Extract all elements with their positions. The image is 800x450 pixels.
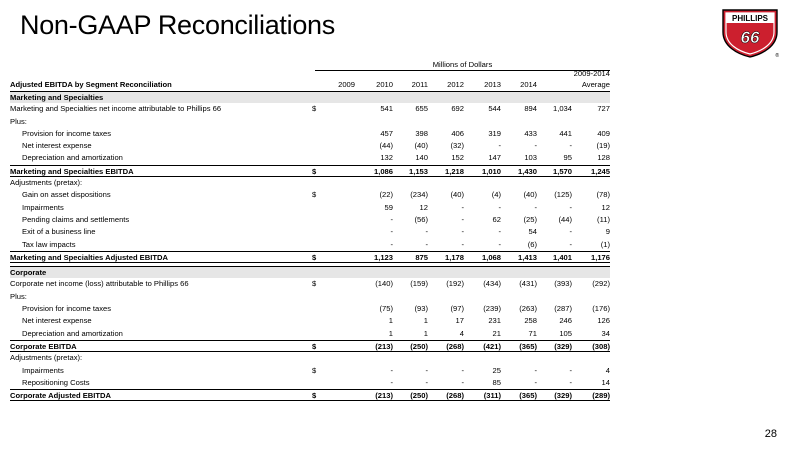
total-row — [10, 251, 610, 263]
value-cell: - — [390, 377, 393, 387]
value-cell: 71 — [528, 328, 537, 338]
dollar-sign: $ — [312, 279, 317, 289]
logo-brand-text: PHILLIPS — [731, 14, 769, 23]
dollar-sign: $ — [312, 391, 317, 401]
total-row — [10, 165, 610, 177]
average-cell: (11) — [597, 214, 610, 224]
value-cell: (22) — [379, 190, 393, 200]
row-label: Provision for income taxes — [22, 304, 112, 314]
value-cell: 54 — [528, 227, 537, 237]
value-cell: - — [498, 239, 501, 249]
value-cell: 105 — [559, 328, 572, 338]
value-cell: 152 — [451, 153, 464, 163]
value-cell: 258 — [524, 316, 537, 326]
value-cell: (44) — [558, 214, 572, 224]
value-cell: 655 — [415, 104, 428, 114]
value-cell: 103 — [524, 153, 537, 163]
value-cell: - — [461, 202, 464, 212]
value-cell: 541 — [380, 104, 393, 114]
row-label: Exit of a business line — [22, 227, 96, 237]
value-cell: (250) — [410, 341, 428, 351]
table-row — [10, 278, 610, 290]
row-label: Corporate EBITDA — [10, 341, 77, 351]
value-cell: - — [390, 214, 393, 224]
slide-title: Non-GAAP Reconciliations — [20, 10, 335, 40]
value-cell: (75) — [379, 304, 393, 314]
average-cell: 1,176 — [590, 252, 610, 262]
value-cell: (329) — [554, 341, 572, 351]
value-cell: 1,430 — [517, 166, 537, 176]
value-cell: (239) — [483, 304, 501, 314]
value-cell: (250) — [410, 391, 428, 401]
value-cell: - — [390, 227, 393, 237]
value-cell: 1 — [423, 316, 428, 326]
row-label: Marketing and Specialties Adjusted EBITDA — [10, 252, 168, 262]
average-cell: (289) — [592, 391, 610, 401]
dollar-sign: $ — [312, 252, 317, 262]
value-cell: (4) — [491, 190, 501, 200]
value-cell: 1,086 — [373, 166, 393, 176]
value-cell: 1,178 — [444, 252, 464, 262]
value-cell: 21 — [492, 328, 501, 338]
table-row — [10, 103, 610, 115]
value-cell: 1,153 — [408, 166, 428, 176]
average-cell: 14 — [601, 377, 610, 387]
value-cell: (213) — [375, 391, 393, 401]
table-row — [10, 116, 610, 128]
row-label: Impairments — [22, 202, 64, 212]
value-cell: 85 — [492, 377, 501, 387]
row-label: Net interest expense — [22, 141, 92, 151]
value-cell: - — [461, 377, 464, 387]
table-row — [10, 315, 610, 327]
value-cell: - — [425, 377, 428, 387]
value-cell: 894 — [524, 104, 537, 114]
table-row — [10, 128, 610, 140]
row-label: Plus: — [10, 116, 27, 126]
value-cell: 544 — [488, 104, 501, 114]
value-cell: 692 — [451, 104, 464, 114]
average-cell: (292) — [592, 279, 610, 289]
average-cell: 12 — [601, 202, 610, 212]
value-cell: 319 — [488, 128, 501, 138]
value-cell: 1,570 — [552, 166, 572, 176]
section-header-row — [10, 91, 610, 103]
average-cell: (78) — [596, 190, 610, 200]
value-cell: (431) — [519, 279, 537, 289]
units-label: Millions of Dollars — [432, 60, 493, 69]
value-cell: 1,413 — [517, 252, 537, 262]
value-cell: 62 — [492, 214, 501, 224]
value-cell: - — [569, 202, 572, 212]
average-cell: 126 — [597, 316, 610, 326]
value-cell: - — [569, 365, 572, 375]
table-row — [10, 239, 610, 251]
year-header: 2014 — [520, 80, 537, 89]
value-cell: (365) — [519, 391, 537, 401]
value-cell: (40) — [414, 141, 428, 151]
year-header: 2010 — [376, 80, 393, 89]
row-label: Adjustments (pretax): — [10, 353, 83, 363]
row-label: Corporate net income (loss) attributable to Phillips 66 — [10, 279, 189, 289]
logo-registered-mark: ® — [775, 53, 779, 58]
table-row — [10, 214, 610, 226]
row-label: Impairments — [22, 365, 64, 375]
value-cell: (125) — [554, 190, 572, 200]
value-cell: - — [498, 227, 501, 237]
value-cell: - — [425, 227, 428, 237]
row-label: Depreciation and amortization — [22, 153, 123, 163]
value-cell: - — [461, 214, 464, 224]
dollar-sign: $ — [312, 190, 317, 200]
row-label: Marketing and Specialties — [10, 93, 104, 102]
value-cell: - — [425, 239, 428, 249]
value-cell: (97) — [450, 304, 464, 314]
value-cell: 12 — [419, 202, 428, 212]
value-cell: (365) — [519, 341, 537, 351]
table-row — [10, 152, 610, 164]
value-cell: 4 — [459, 328, 464, 338]
dollar-sign: $ — [312, 166, 317, 176]
value-cell: 59 — [384, 202, 393, 212]
value-cell: - — [569, 377, 572, 387]
value-cell: (268) — [446, 341, 464, 351]
table-row — [10, 377, 610, 389]
value-cell: (40) — [450, 190, 464, 200]
value-cell: (393) — [554, 279, 572, 289]
year-header: 2011 — [411, 80, 428, 89]
phillips66-logo — [719, 6, 781, 58]
total-row — [10, 340, 610, 352]
average-cell: 34 — [601, 328, 610, 338]
value-cell: (159) — [410, 279, 428, 289]
average-cell: 1,245 — [590, 166, 610, 176]
value-cell: 1 — [388, 328, 393, 338]
value-cell: 1 — [423, 328, 428, 338]
average-cell: (19) — [596, 141, 610, 151]
value-cell: 132 — [380, 153, 393, 163]
value-cell: (56) — [414, 214, 428, 224]
year-header: 2009 — [338, 80, 355, 89]
table-header — [10, 60, 610, 91]
value-cell: 398 — [415, 128, 428, 138]
value-cell: 231 — [488, 316, 501, 326]
value-cell: 1 — [388, 316, 393, 326]
value-cell: (44) — [379, 141, 393, 151]
value-cell: - — [425, 365, 428, 375]
average-header-bottom: Average — [581, 80, 610, 89]
value-cell: (268) — [446, 391, 464, 401]
table-row — [10, 189, 610, 201]
value-cell: 17 — [455, 316, 464, 326]
value-cell: 147 — [488, 153, 501, 163]
value-cell: (434) — [483, 279, 501, 289]
value-cell: 457 — [380, 128, 393, 138]
value-cell: - — [534, 202, 537, 212]
row-label: Adjustments (pretax): — [10, 178, 83, 188]
section-header-row — [10, 266, 610, 278]
value-cell: 25 — [492, 365, 501, 375]
value-cell: - — [390, 365, 393, 375]
row-label: Gain on asset dispositions — [22, 190, 111, 200]
value-cell: (311) — [483, 391, 501, 401]
average-cell: (1) — [600, 239, 610, 249]
dollar-sign: $ — [312, 341, 317, 351]
average-cell: (308) — [592, 341, 610, 351]
average-cell: 9 — [605, 227, 610, 237]
table-row — [10, 328, 610, 340]
value-cell: (287) — [554, 304, 572, 314]
value-cell: (25) — [523, 214, 537, 224]
value-cell: - — [461, 227, 464, 237]
table-row — [10, 352, 610, 364]
value-cell: (6) — [527, 239, 537, 249]
value-cell: 875 — [415, 252, 428, 262]
row-label: Corporate — [10, 268, 47, 278]
value-cell: - — [569, 239, 572, 249]
value-cell: 1,068 — [481, 252, 501, 262]
row-label: Marketing and Specialties net income attributable to Phillips 66 — [10, 104, 222, 114]
value-cell: 433 — [524, 128, 537, 138]
value-cell: (93) — [414, 304, 428, 314]
value-cell: - — [390, 239, 393, 249]
value-cell: 246 — [559, 316, 572, 326]
table-row — [10, 303, 610, 315]
value-cell: - — [534, 141, 537, 151]
total-row — [10, 389, 610, 401]
value-cell: 95 — [563, 153, 572, 163]
table-row — [10, 226, 610, 238]
row-label: Plus: — [10, 291, 27, 301]
table-row — [10, 365, 610, 377]
value-cell: 1,401 — [552, 252, 572, 262]
value-cell: - — [569, 227, 572, 237]
value-cell: 406 — [451, 128, 464, 138]
value-cell: (40) — [523, 190, 537, 200]
table-row — [10, 140, 610, 152]
value-cell: 1,010 — [481, 166, 501, 176]
value-cell: - — [534, 377, 537, 387]
dollar-sign: $ — [312, 365, 317, 375]
year-header: 2012 — [447, 80, 464, 89]
value-cell: 1,034 — [552, 104, 572, 114]
logo-number-text: 66 — [740, 28, 760, 47]
average-cell: 409 — [597, 128, 610, 138]
average-cell: 128 — [597, 153, 610, 163]
value-cell: (213) — [375, 341, 393, 351]
value-cell: 1,123 — [373, 252, 393, 262]
year-header: 2013 — [484, 80, 501, 89]
value-cell: - — [498, 202, 501, 212]
average-cell: 727 — [597, 104, 610, 114]
table-row — [10, 291, 610, 303]
table-row — [10, 202, 610, 214]
row-label: Net interest expense — [22, 316, 92, 326]
row-label: Marketing and Specialties EBITDA — [10, 166, 134, 176]
value-cell: (329) — [554, 391, 572, 401]
value-cell: 140 — [415, 153, 428, 163]
ebitda-reconciliation-table — [10, 60, 610, 401]
table-row — [10, 177, 610, 189]
row-label: Depreciation and amortization — [22, 328, 123, 338]
average-cell: (176) — [592, 304, 610, 314]
value-cell: - — [461, 239, 464, 249]
value-cell: 1,218 — [444, 166, 464, 176]
value-cell: (263) — [519, 304, 537, 314]
value-cell: - — [534, 365, 537, 375]
value-cell: (421) — [483, 341, 501, 351]
value-cell: - — [461, 365, 464, 375]
row-label: Tax law impacts — [22, 239, 76, 249]
value-cell: (140) — [375, 279, 393, 289]
row-label: Corporate Adjusted EBITDA — [10, 391, 111, 401]
value-cell: 441 — [559, 128, 572, 138]
row-label: Pending claims and settlements — [22, 214, 130, 224]
average-header-top: 2009-2014 — [573, 69, 610, 78]
page-number: 28 — [764, 428, 777, 440]
table-body — [10, 91, 610, 401]
value-cell: (32) — [450, 141, 464, 151]
average-cell: 4 — [605, 365, 610, 375]
table-title: Adjusted EBITDA by Segment Reconciliation — [10, 80, 172, 89]
row-label: Repositioning Costs — [22, 377, 90, 387]
dollar-sign: $ — [312, 104, 317, 114]
value-cell: (192) — [446, 279, 464, 289]
row-label: Provision for income taxes — [22, 128, 112, 138]
value-cell: - — [569, 141, 572, 151]
value-cell: - — [498, 141, 501, 151]
value-cell: (234) — [410, 190, 428, 200]
